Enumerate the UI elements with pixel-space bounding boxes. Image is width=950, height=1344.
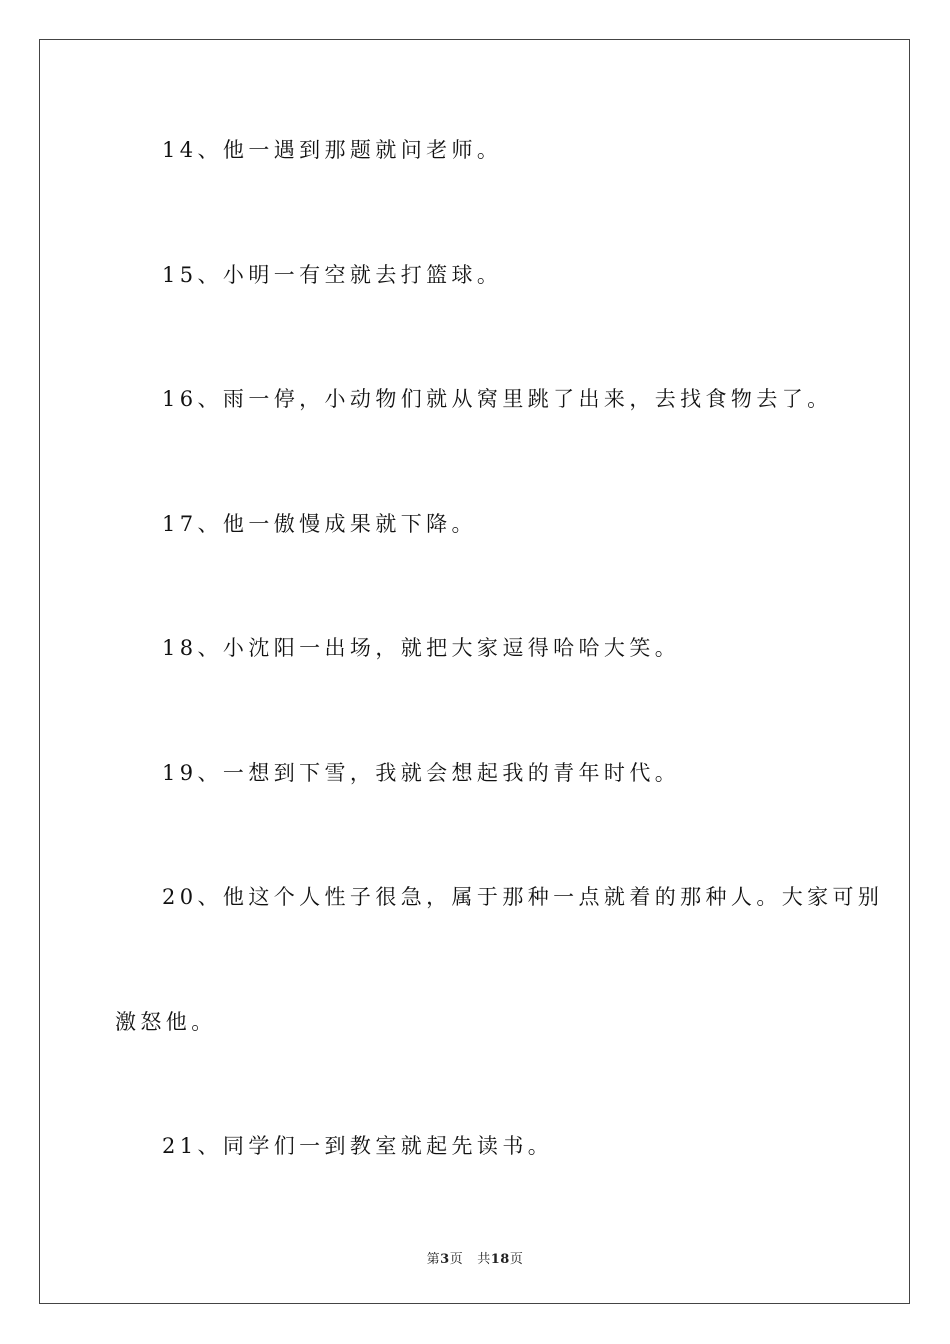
sentence-20-line-1: 20、他这个人性子很急，属于那种一点就着的那种人。大家可别 [162,885,884,909]
sentence-18: 18、小沈阳一出场，就把大家逗得哈哈大笑。 [162,636,681,660]
sentence-20-line-2: 激怒他。 [115,1010,217,1034]
sentence-19: 19、一想到下雪，我就会想起我的青年时代。 [162,761,681,785]
sentence-17: 17、他一傲慢成果就下降。 [162,512,477,536]
footer-total-prefix: 共 [477,1252,491,1267]
sentence-16: 16、雨一停，小动物们就从窝里跳了出来，去找食物去了。 [162,387,833,411]
footer-page-number: 3 [440,1252,450,1267]
footer-page-prefix: 第 [426,1252,441,1267]
sentence-15: 15、小明一有空就去打篮球。 [162,263,503,287]
footer-page-suffix: 页 [449,1252,464,1267]
page-footer [0,1248,950,1267]
footer-total-number: 18 [490,1252,510,1267]
sentence-14: 14、他一遇到那题就问老师。 [162,138,503,162]
sentence-21: 21、同学们一到教室就起先读书。 [162,1134,554,1158]
footer-total-suffix: 页 [509,1252,524,1267]
page-border [39,39,910,1304]
